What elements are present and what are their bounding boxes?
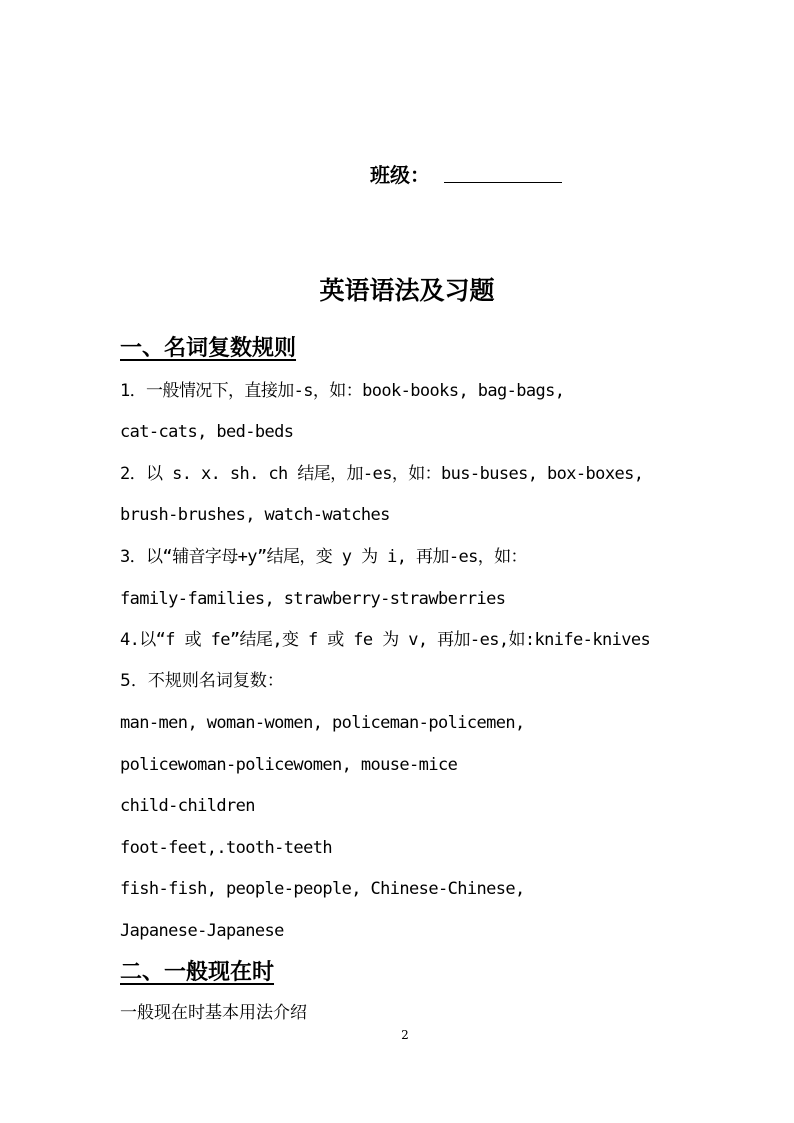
irregular-line-5: fish-fish, people-people, Chinese-Chinese, (120, 879, 525, 899)
irregular-line-2: policewoman-policewomen, mouse-mice (120, 755, 458, 775)
irregular-line-3: child-children (120, 796, 255, 816)
document-title: 英语语法及习题 (319, 276, 495, 305)
class-label: 班级： (370, 163, 430, 187)
section-heading-noun-plural: 一、名词复数规则 (120, 335, 297, 361)
rule-3-line-2: family-families, strawberry-strawberries (120, 589, 506, 609)
class-field (370, 160, 562, 190)
irregular-line-4: foot-feet,.tooth-teeth (120, 838, 332, 858)
rule-5-heading: 5．不规则名词复数： (120, 671, 284, 691)
section-heading-present-simple: 二、一般现在时 (120, 959, 275, 985)
present-simple-intro: 一般现在时基本用法介绍 (120, 1003, 307, 1023)
rule-4-line-1: 4.以“f 或 fe”结尾,变 f 或 fe 为 v, 再加-es,如:knife-knives (120, 630, 651, 650)
irregular-line-6: Japanese-Japanese (120, 921, 284, 941)
page-number: 2 (401, 1028, 409, 1042)
irregular-line-1: man-men, woman-women, policeman-policemen, (120, 713, 525, 733)
rule-1-line-2: cat-cats, bed-beds (120, 422, 294, 442)
rule-3-line-1: 3．以“辅音字母+y”结尾，变 y 为 i, 再加-es，如： (120, 547, 527, 567)
rule-2-line-1: 2．以 s. x. sh. ch 结尾，加-es，如：bus-buses, box-boxes, (120, 464, 644, 484)
rule-2-line-2: brush-brushes, watch-watches (120, 505, 390, 525)
rule-1-line-1: 1．一般情况下，直接加-s，如：book-books, bag-bags, (120, 381, 565, 401)
class-blank-input[interactable] (444, 160, 562, 183)
